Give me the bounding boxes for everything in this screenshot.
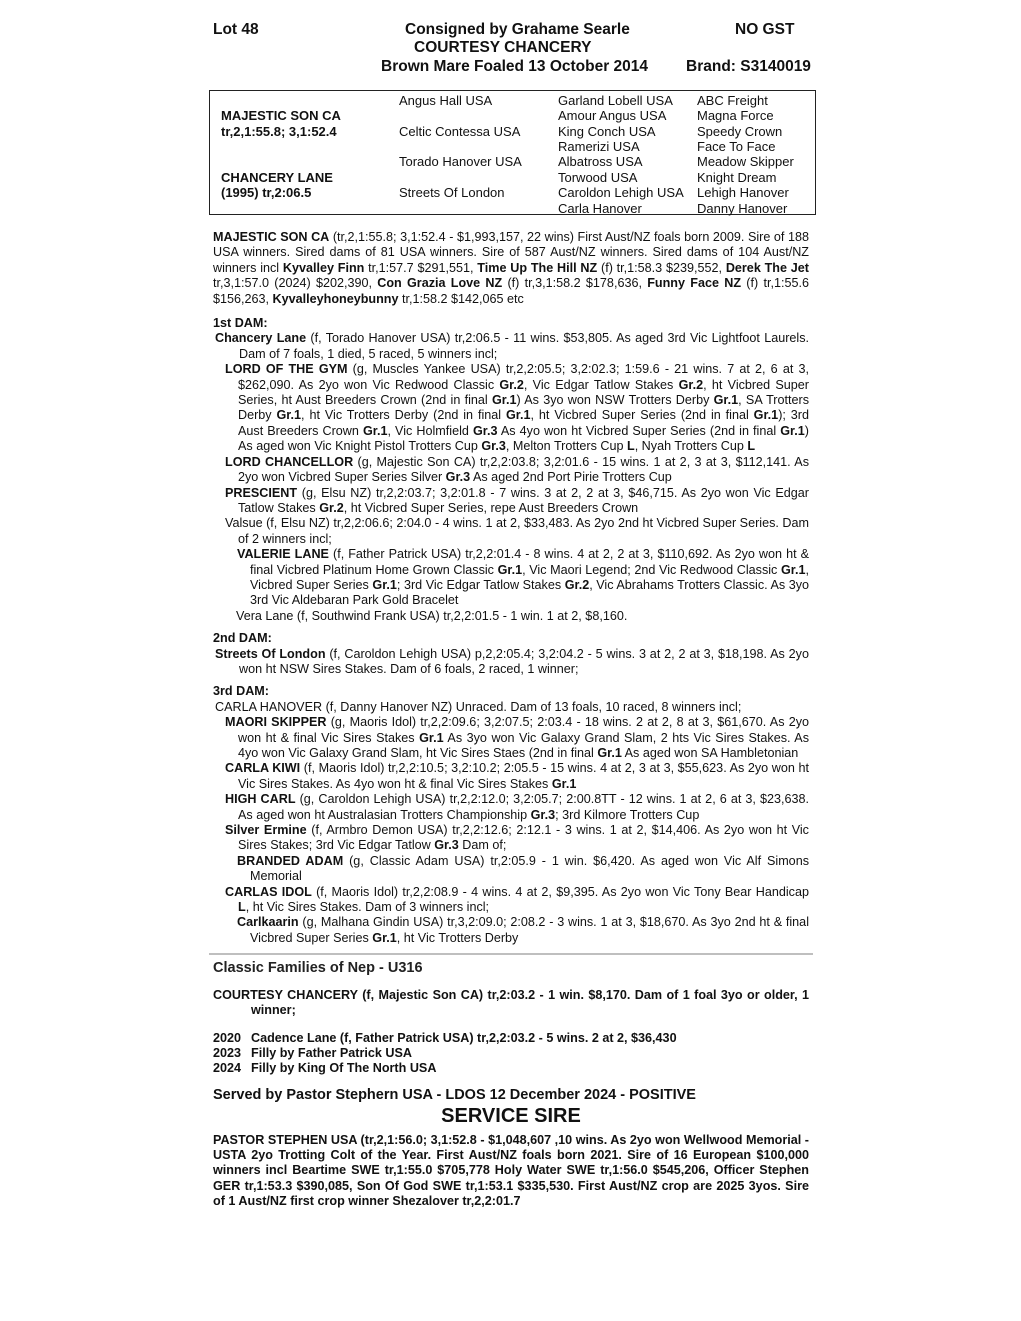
pedigree-gen3: Ramerizi USA	[558, 139, 640, 154]
pedigree-gen3: Carla Hanover	[558, 201, 642, 216]
pedigree-gen4: Meadow Skipper	[697, 154, 794, 169]
second-dam-entry: Streets Of London (f, Caroldon Lehigh USA) p,2,2:05.4; 3,2:04.2 - 5 wins. 3 at 2, 2 at 3, $18,198. As 2yo won ht NSW Sires Stakes. Dam of 6 foals, 2 raced, 1 winner;	[215, 646, 809, 676]
pedigree-sire: MAJESTIC SON CA	[221, 108, 341, 123]
pedigree-gen3: King Conch USA	[558, 124, 656, 139]
pedigree-gen2: Torado Hanover USA	[399, 154, 522, 169]
progeny-silver-ermine: Silver Ermine (f, Armbro Demon USA) tr,2,2:12.6; 2:12.1 - 3 wins. 1 at 2, $14,406. As 2yo won ht Vic Sires Stakes; 3rd Vic Edgar Tatlow Gr.3 Dam of;	[225, 823, 809, 853]
progeny-maori-skipper: MAORI SKIPPER (g, Maoris Idol) tr,2,2:09.6; 3,2:07.5; 2:03.4 - 18 wins. 2 at 2, 8 at 3, $61,670. As 2yo won ht & final Vic Sires Stakes Gr.1 As 3yo won Vic Galaxy Grand Slam, 2 hts Vic Sires Stakes. As 4yo won Vic Galaxy Grand Slam, ht Vic Sires Staes (2nd in final Gr.1 As aged won SA Hambletonian	[225, 715, 810, 760]
pedigree-gen2: Streets Of London	[399, 185, 505, 200]
gst-status: NO GST	[735, 21, 795, 38]
consignor: Consigned by Grahame Searle	[405, 21, 630, 38]
pedigree-dam-record: (1995) tr,2:06.5	[221, 185, 312, 200]
pedigree-gen4: Lehigh Hanover	[697, 185, 789, 200]
lot-number: Lot 48	[213, 21, 259, 38]
pedigree-gen4: Knight Dream	[697, 170, 777, 185]
third-dam-heading: 3rd DAM:	[213, 684, 269, 699]
pedigree-gen3: Caroldon Lehigh USA	[558, 185, 684, 200]
pedigree-gen4: ABC Freight	[697, 93, 768, 108]
produce-row: 2020 Cadence Lane (f, Father Patrick USA) tr,2,2:03.2 - 5 wins. 2 at 2, $36,430	[213, 1030, 677, 1045]
progeny-carlas-idol: CARLAS IDOL (f, Maoris Idol) tr,2,2:08.9 - 4 wins. 4 at 2, $9,395. As 2yo won Vic Tony Bear Handicap L, ht Vic Sires Stakes. Dam of 3 winners incl;	[225, 884, 809, 915]
pedigree-sire-record: tr,2,1:55.8; 3,1:52.4	[221, 124, 337, 139]
first-dam-heading: 1st DAM:	[213, 316, 268, 331]
horse-description: Brown Mare Foaled 13 October 2014	[381, 58, 649, 75]
progeny-lord-chancellor: LORD CHANCELLOR (g, Majestic Son CA) tr,2,2:03.8; 3,2:01.6 - 15 wins. 1 at 2, 3 at 3, $112,141. As 2yo won Vicbred Super Series Silver Gr.3 As aged 2nd Port Pirie Trotters Cup	[225, 454, 810, 485]
pedigree-gen3: Torwood USA	[558, 170, 638, 185]
third-dam-entry: CARLA HANOVER (f, Danny Hanover NZ) Unraced. Dam of 13 foals, 10 raced, 8 winners incl;	[215, 699, 742, 714]
progeny-lord-of-the-gym: LORD OF THE GYM (g, Muscles Yankee USA) tr,2,2:05.5; 3,2:02.3; 1:59.6 - 21 wins. 7 at 2, 6 at 3, $262,090. As 2yo won Vic Redwood Classic Gr.2, Vic Edgar Tatlow Stakes Gr.2, ht Vicbred Super Series, ht Aust Breeders Crown (2nd in final Gr.1) As 3yo won NSW Trotters Derby Gr.1, SA Trotters Derby Gr.1, ht Vic Trotters Derby (2nd in final Gr.1, ht Vicbred Super Series (2nd in final Gr.1); 3rd Aust Breeders Crown Gr.1, Vic Holmfield Gr.3 As 4yo won ht Vicbred Super Series (2nd in final Gr.1) As aged won Vic Knight Pistol Trotters Cup Gr.3, Melton Trotters Cup L, Nyah Trotters Cup L	[225, 362, 809, 454]
pedigree-gen3: Albatross USA	[558, 154, 643, 169]
sire-summary: MAJESTIC SON CA (tr,2,1:55.8; 3,1:52.4 - $1,993,157, 22 wins) First Aust/NZ foals born 2009. Sire of 188 USA winners. Sired dams of 81 USA winners. Sire of 587 Aust/NZ winners. Sired dams of 104 Aust/NZ winners incl Kyvalley Finn tr,1:57.7 $291,551, Time Up The Hill NZ (f) tr,1:58.3 $239,552, Derek The Jet tr,3,1:57.0 (2024) $202,390, Con Grazia Love NZ (f) tr,3,1:58.2 $178,636, Funny Face NZ (f) tr,1:55.6 $156,263, Kyvalleyhoneybunny tr,1:58.2 $142,065 etc	[213, 230, 809, 306]
service-sire-text: PASTOR STEPHEN USA (tr,2,1:56.0; 3,1:52.8 - $1,048,607 ,10 wins. As 2yo won Wellwood Memorial - USTA 2yo Trotting Colt of the Year. First Aust/NZ foals born 2021. Sire of 16 European $100,000 winners incl Beartime SWE tr,1:55.0 $705,778 Holy Water SWE tr,1:56.0 $545,206, Officer Stephen GER tr,1:53.3 $390,085, Son Of God SWE tr,1:53.1 $335,530. First Aust/NZ crop are 2025 3yos. Sire of 1 Aust/NZ first crop winner Shezalover tr,2,2:01.7	[213, 1132, 809, 1209]
family-name: Classic Families of Nep - U316	[213, 960, 423, 977]
courtesy-chancery-record: COURTESY CHANCERY (f, Majestic Son CA) tr,2:03.2 - 1 win. $8,170. Dam of 1 foal 3yo or older, 1 winner;	[213, 987, 809, 1018]
pedigree-gen4: Danny Hanover	[697, 201, 788, 216]
pedigree-dam: CHANCERY LANE	[221, 170, 333, 185]
pedigree-gen4: Face To Face	[697, 139, 776, 154]
horse-name: COURTESY CHANCERY	[414, 39, 592, 56]
pedigree-gen2: Angus Hall USA	[399, 93, 493, 108]
progeny-prescient: PRESCIENT (g, Elsu NZ) tr,2,2:03.7; 3,2:01.8 - 7 wins. 3 at 2, 2 at 3, $46,715. As 2yo won Vic Edgar Tatlow Stakes Gr.2, ht Vicbred Super Series, repe Aust Breeders Crown	[225, 485, 809, 515]
progeny-valsue: Valsue (f, Elsu NZ) tr,2,2:06.6; 2:04.0 - 4 wins. 1 at 2, $33,483. As 2yo 2nd ht Vicbred Super Series. Dam of 2 winners incl;	[225, 516, 809, 546]
first-dam-entry: Chancery Lane (f, Torado Hanover USA) tr,2:06.5 - 11 wins. $53,805. As aged 3rd Vic Lightfoot Laurels. Dam of 7 foals, 1 died, 5 raced, 5 winners incl;	[215, 331, 809, 361]
progeny-vera-lane: Vera Lane (f, Southwind Frank USA) tr,2,2:01.5 - 1 win. 1 at 2, $8,160.	[236, 608, 628, 623]
produce-row: 2024 Filly by King Of The North USA	[213, 1061, 437, 1076]
pedigree-gen3: Amour Angus USA	[558, 108, 667, 123]
brand: Brand: S3140019	[686, 58, 811, 75]
pedigree-table	[209, 90, 816, 215]
section-divider	[209, 953, 813, 955]
progeny-branded-adam: BRANDED ADAM (g, Classic Adam USA) tr,2:05.9 - 1 win. $6,420. As aged won Vic Alf Simons Memorial	[237, 853, 809, 884]
pedigree-gen3: Garland Lobell USA	[558, 93, 673, 108]
catalogue-body	[213, 230, 809, 1210]
progeny-carla-kiwi: CARLA KIWI (f, Maoris Idol) tr,2,2:10.5; 3,2:10.2; 2:05.5 - 15 wins. 4 at 2, 3 at 3, $55,623. As 2yo won ht Vic Sires Stakes. As 4yo won ht & final Vic Sires Stakes Gr.1	[225, 761, 809, 791]
second-dam-heading: 2nd DAM:	[213, 631, 272, 646]
pedigree-gen2: Celtic Contessa USA	[399, 124, 521, 139]
produce-list	[213, 1031, 809, 1077]
progeny-valerie-lane: VALERIE LANE (f, Father Patrick USA) tr,2,2:01.4 - 8 wins. 4 at 2, 2 at 3, $110,692. As 2yo won ht & final Vicbred Platinum Home Grown Classic Gr.1, Vic Maori Legend; 2nd Vic Redwood Classic Gr.1, Vicbred Super Series Gr.1; 3rd Vic Edgar Tatlow Stakes Gr.2, Vic Abrahams Trotters Classic. As 3yo 3rd Vic Aldebaran Park Gold Bracelet	[237, 547, 809, 608]
pedigree-gen4: Speedy Crown	[697, 124, 783, 139]
produce-row: 2023 Filly by Father Patrick USA	[213, 1045, 412, 1060]
pedigree-gen4: Magna Force	[697, 108, 774, 123]
served-status: Served by Pastor Stephern USA - LDOS 12 December 2024 - POSITIVE	[213, 1086, 696, 1103]
service-sire-heading: SERVICE SIRE	[441, 1105, 581, 1128]
progeny-high-carl: HIGH CARL (g, Caroldon Lehigh USA) tr,2,2:12.0; 3,2:05.7; 2:00.8TT - 12 wins. 1 at 2, 6 at 3, $23,638. As aged won ht Australasian Trotters Championship Gr.3; 3rd Kilmore Trotters Cup	[225, 792, 809, 822]
progeny-carlkaarin: Carlkaarin (g, Malhana Gindin USA) tr,3,2:09.0; 2:08.2 - 3 wins. 1 at 3, $18,670. As 3yo 2nd ht & final Vicbred Super Series Gr.1, ht Vic Trotters Derby	[237, 915, 809, 945]
